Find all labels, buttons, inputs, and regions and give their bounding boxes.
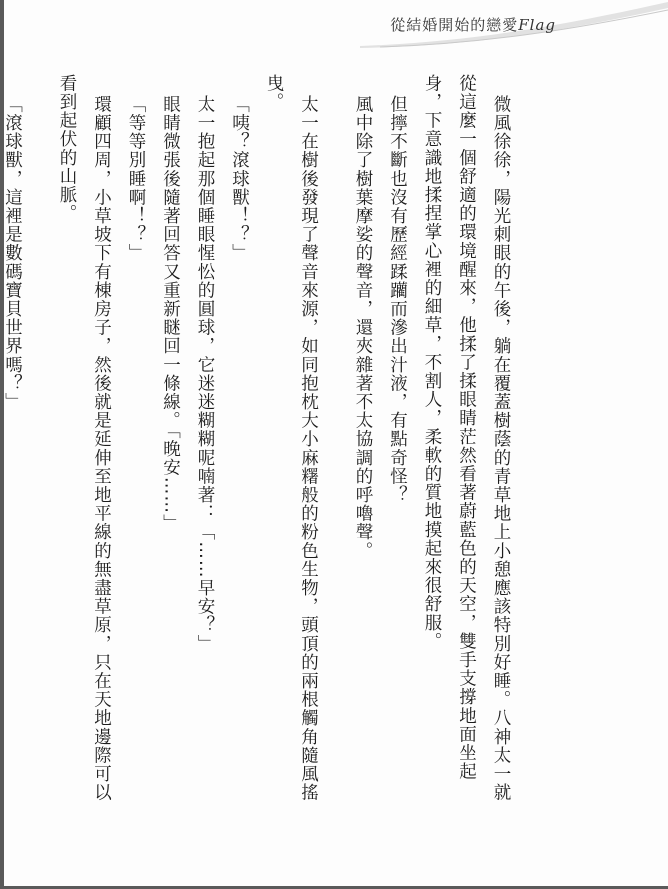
paragraph-9: 環顧四周，小草坡下有棟房子，然後就是延伸至地平線的無盡草原，只在天地邊際可以看到起伏的山脈。 <box>57 74 112 802</box>
paragraph-5: 「咦？滾球獸！？」 <box>229 95 250 263</box>
paragraph-6: 太一抱起那個睡眼惺忪的圓球，它迷迷糊糊呢喃著：「……早安？」 <box>195 95 215 653</box>
paragraph-3: 風中除了樹葉摩娑的聲音，還夾雜著不太協調的呼嚕聲。 <box>353 95 373 560</box>
paragraph-2: 但擰不斷也沒有歷經蹂躪而滲出汁液，有點奇怪？ <box>387 95 408 505</box>
running-header-title <box>390 14 556 35</box>
vertical-body-text <box>0 74 518 814</box>
paragraph-4: 太一在樹後發現了聲音來源，如同抱枕大小麻糬般的粉色生物，頭頂的兩根觸角隨風搖曳。 <box>264 74 319 802</box>
paragraph-1: 微風徐徐，陽光刺眼的午後，躺在覆蓋樹蔭的青草地上小憩應該特別好睡。八神太一就從這麼一個舒適的環境醒來，他揉了揉眼睛茫然看著蔚藍色的天空，雙手支撐地面坐起身，下意識地揉捏掌心裡的細草，不割人，柔軟的質地摸起來很舒服。 <box>422 74 511 802</box>
paragraph-8: 「等等別睡啊！？」 <box>126 95 146 263</box>
header-title-cjk: 從結婚開始的戀愛 <box>390 16 519 34</box>
header-swoosh-decoration <box>0 0 668 50</box>
paragraph-10: 「滾球獸，這裡是數碼寶貝世界嗎？」 <box>2 95 23 412</box>
header-title-en: Flag <box>518 16 556 34</box>
paragraph-7: 眼睛微張後隨著回答又重新瞇回一條線。「晚安……」 <box>160 95 181 533</box>
